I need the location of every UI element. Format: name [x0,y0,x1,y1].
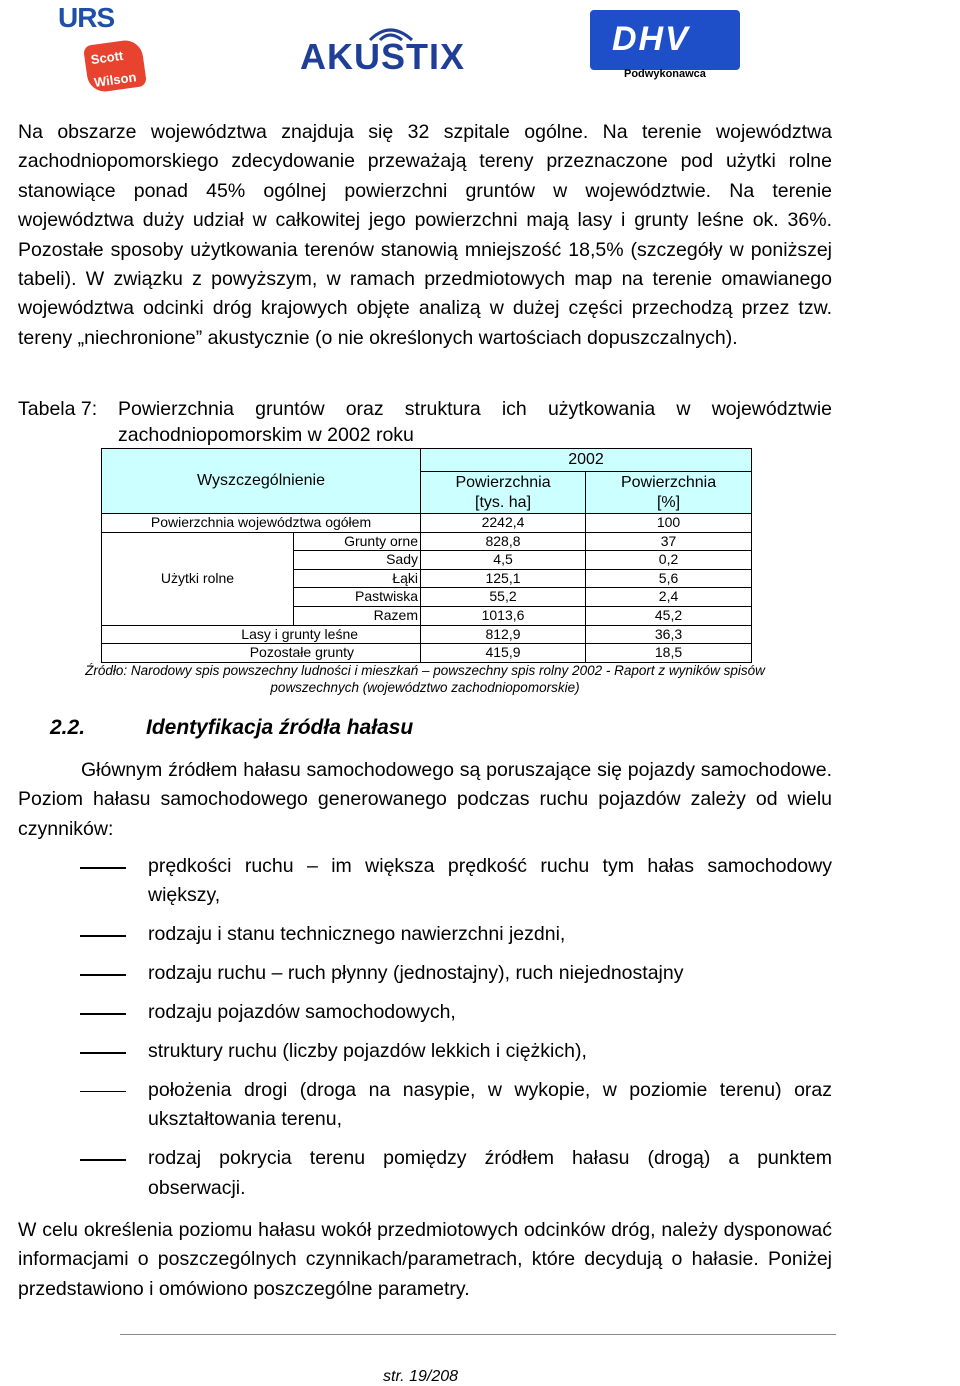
footer-divider [120,1334,836,1335]
row-pct: 37 [586,532,752,551]
row-area: 2242,4 [421,514,586,533]
row-label: Powierzchnia województwa ogółem [102,514,421,533]
row-pct: 18,5 [586,644,752,663]
page-header [0,0,960,100]
land-use-table [101,448,752,663]
group-label: Użytki rolne [102,532,294,625]
header-pct-1: Powierzchnia [586,472,752,494]
list-item [18,1076,832,1135]
factors-list [18,852,832,1213]
list-item-text: rodzaju ruchu – ruch płynny (jednostajny), ruch niejednostajny [148,962,684,985]
row-area: 55,2 [421,588,586,607]
row-label: Lasy i grunty leśne [102,625,421,644]
table-row [102,532,752,551]
row-area: 415,9 [421,644,586,663]
section-intro-paragraph: Głównym źródłem hałasu samochodowego są poruszające się pojazdy samochodowe. Poziom hałasu samochodowego generowanego podczas ruchu pojazdów zależy od wielu czynników: [18,759,832,840]
row-area: 828,8 [421,532,586,551]
dash-bullet-icon [80,1091,126,1093]
list-item [18,1037,832,1066]
header-year: 2002 [421,449,752,472]
section-title: Identyfikacja źródła hałasu [146,716,414,739]
table-header-row [102,449,752,472]
table-row [102,625,752,644]
list-item [18,920,832,949]
dhv-logo-text: DHV [612,20,690,58]
closing-paragraph: W celu określenia poziomu hałasu wokół przedmiotowych odcinków dróg, należy dysponować informacjami o poszczególnych czynnikach/parametrach, które decydują o hałasie. Poniżej przedstawiono i omówiono poszczególne parametry. [18,1219,832,1300]
urs-logo-text: URS [58,2,115,33]
dash-bullet-icon [80,1052,126,1054]
scott-wilson-tag-line-1: Scott [89,47,125,68]
row-pct: 100 [586,514,752,533]
table-row [102,514,752,533]
list-item-text: struktury ruchu (liczby pojazdów lekkich i ciężkich), [148,1040,587,1063]
list-item-text: prędkości ruchu – im większa prędkość ruchu tym hałas samochodowy większy, [148,855,832,907]
dash-bullet-icon [80,867,126,869]
dash-bullet-icon [80,1159,126,1161]
akustix-logo [300,22,480,77]
header-area-1: Powierzchnia [421,472,586,494]
row-label: Razem [294,606,421,625]
list-item [18,852,832,911]
row-pct: 45,2 [586,606,752,625]
row-area: 1013,6 [421,606,586,625]
table-source-note: Źródło: Narodowy spis powszechny ludności i mieszkań – powszechny spis rolny 2002 - Raport z wyników spisów powszechnych (województwo zachodniopomorskie) [85,663,765,695]
intro-paragraph: Na obszarze województwa znajduja się 32 szpitale ogólne. Na terenie województwa zachodniopomorskiego zdecydowanie przeważają tereny przeznaczone pod użytki rolne stanowiące ponad 45% ogólnej powierzchni gruntów w województwie. Na terenie województwa duży udział w całkowitej jego powierzchni mają lasy i grunty leśne ok. 36%. Pozostałe sposoby użytkowania terenów stanowią mniejszość 18,5% (szczegóły w poniższej tabeli). W związku z powyższym, w ramach przedmiotowych map na terenie omawianego województwa odcinki dróg krajowych objęte analizą w dużej części przechodzą przez tzw. tereny „niechronione” akustycznie (o nie określonych wartościach dopuszczalnych). [18,121,832,349]
header-pct-2: [%] [586,493,752,514]
list-item [18,1144,832,1203]
row-label: Grunty orne [294,532,421,551]
row-pct: 0,2 [586,551,752,570]
page-number: str. 19/208 [383,1368,459,1385]
dash-bullet-icon [80,935,126,937]
dhv-logo [590,10,740,70]
list-item-text: rodzaj pokrycia terenu pomiędzy źródłem hałasu (drogą) a punktem obserwacji. [148,1147,832,1199]
table-caption-text: Powierzchnia gruntów oraz struktura ich użytkowania w województwie zachodniopomorskim w 2002 roku [118,398,832,446]
dash-bullet-icon [80,974,126,976]
header-description: Wyszczególnienie [102,449,421,514]
list-item-text: rodzaju pojazdów samochodowych, [148,1001,456,1024]
row-pct: 2,4 [586,588,752,607]
row-area: 125,1 [421,569,586,588]
list-item [18,959,832,988]
list-item-text: rodzaju i stanu technicznego nawierzchni jezdni, [148,923,566,946]
row-label: Pastwiska [294,588,421,607]
akustix-logo-text: AKUSTIX [300,36,466,77]
scott-wilson-tag [83,38,147,94]
urs-scott-wilson-logo [58,2,148,94]
row-pct: 5,6 [586,569,752,588]
row-label: Łąki [294,569,421,588]
scott-wilson-tag-line-2: Wilson [93,69,138,90]
header-area-2: [tys. ha] [421,493,586,514]
table-row [102,644,752,663]
list-item [18,998,832,1027]
row-area: 4,5 [421,551,586,570]
dash-bullet-icon [80,1013,126,1015]
list-item-text: położenia drogi (droga na nasypie, w wykopie, w poziomie terenu) oraz ukształtowania terenu, [148,1078,832,1131]
row-area: 812,9 [421,625,586,644]
row-label: Sady [294,551,421,570]
row-label: Pozostałe grunty [102,644,421,663]
section-number: 2.2. [50,716,86,739]
dhv-logo-caption: Podwykonawca [624,68,706,80]
table-caption-label: Tabela 7: [18,398,98,420]
row-pct: 36,3 [586,625,752,644]
